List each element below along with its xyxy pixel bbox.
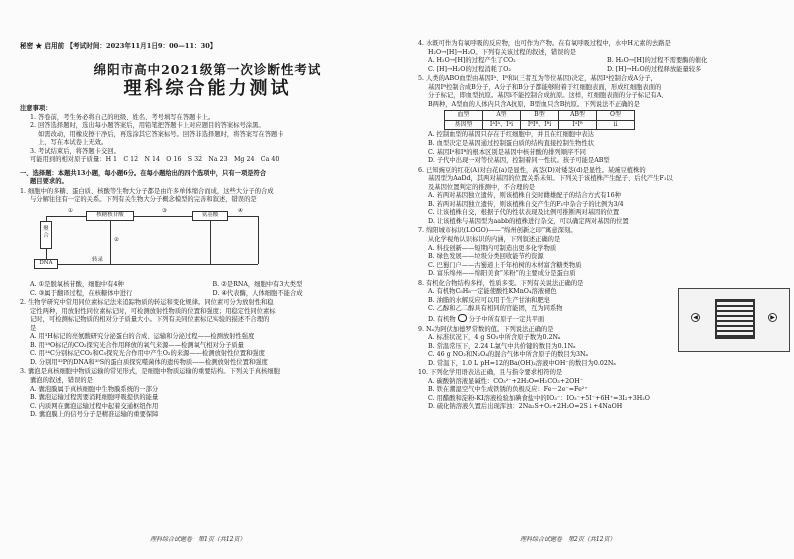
table-cell: AB型 bbox=[559, 111, 597, 121]
diagram-box-ribonucleotide: 核糖核苷酸 bbox=[86, 211, 134, 221]
option: A. 囊泡膜属于真核细胞中生物膜系统的一部分 bbox=[30, 385, 159, 393]
option: A. 用³H标记的亮氨酸研究分泌蛋白的合成、运输和分泌过程——检测放射性强度 bbox=[30, 333, 255, 341]
q1-concept-diagram bbox=[32, 207, 282, 279]
option: D. 囊泡膜上的信号分子是精准运输的重要保障 bbox=[30, 411, 159, 419]
option: C. 基因Iᴬ和Iᴮ的根本区别是基因中核苷酸的排列顺序不同 bbox=[428, 148, 586, 156]
question-2-stem: 记时，可检测标记物质的相对分子质量大小。下列有关同位素标记实验的描述不合理的 bbox=[30, 316, 270, 324]
question-1-stem: 与分解往往有一定的关系。下列有关生物大分子概念模型的完善和叙述，错误的是 bbox=[30, 196, 257, 204]
table-cell: B型 bbox=[521, 111, 559, 121]
question-7-stem: 从化学视角认识标识的内涵，下列叙述正确的是 bbox=[428, 236, 561, 244]
arrow-left-icon: ◀ bbox=[691, 313, 700, 322]
arrow-right-icon: ▶ bbox=[768, 313, 777, 322]
table-cell: 基因型 bbox=[445, 120, 483, 130]
option: D. [H]→H₂O的过程释放能量较多 bbox=[607, 65, 702, 73]
page-footer-right: 理科综合试题卷 第2页（共12页） bbox=[520, 536, 616, 543]
diagram-label: ② bbox=[114, 237, 119, 244]
question-8-stem: 8. 有机化合物结构多样，性质多变。下列有关说法正确的是 bbox=[418, 279, 584, 287]
option: B. 绿色发展——垃圾分类回收能节约资源 bbox=[428, 253, 544, 261]
option: D. 分别用³²P的DNA和³⁵S的蛋白质探究噬菌体的遗传物质——检测放射性位置和强度 bbox=[30, 358, 268, 366]
question-6-stem: 基因型为AaDd，其两对基因的位置关系未知。下列关于该植株产生配子、后代产生F₁以 bbox=[428, 175, 673, 183]
diagram-box-polymerize: 聚 合 bbox=[40, 221, 52, 249]
option: D. 子代中出现一对等位基因，控制着同一性状。孩子可能是AB型 bbox=[428, 157, 610, 165]
option: B. H₂O→[H]的过程不需要酶的催化 bbox=[607, 57, 708, 65]
diagram-line bbox=[46, 216, 47, 221]
option: A. 有机物C₅H₈一定能使酸性KMnO₄溶液褪色 bbox=[428, 288, 557, 296]
question-4-stem: 4. 水既可作为有氧呼吸的反应物，也可作为产物。在有氧呼吸过程中，水中H元素的去路是 bbox=[418, 40, 671, 47]
question-2-stem: 是 bbox=[30, 324, 37, 332]
diagram-line bbox=[228, 216, 258, 217]
notice-title: 注意事项： bbox=[20, 105, 52, 112]
notice-item: 2. 回答选择题时，选出每小题答案后，用铅笔把答题卡上对应题目的答案标号涂黑。 bbox=[30, 122, 265, 130]
right-column bbox=[418, 40, 786, 412]
option: A. 碳酸钠溶液显碱性：CO₃²⁻+2H₂O⇌H₂CO₃+2OH⁻ bbox=[428, 377, 584, 385]
diagram-label: ④ bbox=[238, 208, 243, 215]
diagram-line bbox=[110, 221, 111, 264]
option: D. ④代表酶，人体细胞不能合成 bbox=[212, 289, 303, 297]
section-heading: 题目要求的。 bbox=[30, 178, 68, 186]
question-6-stem: 6. 已知豌豆的红花(A)对白花(a)是显性，高茎(D)对矮茎(d)是显性。某豌豆植株的 bbox=[418, 166, 646, 174]
option: B. 用¹⁸O标记的CO₂探究光合作用释放的氧气来源——检测氧气相对分子质量 bbox=[30, 341, 244, 349]
exam-subject: 理科综合能力测试 bbox=[123, 78, 292, 99]
notice-item: 可能用到的相对原子质量：H 1 C 12 N 14 O 16 S 32 Na 23 Mg 24 Ca 40 bbox=[30, 156, 280, 164]
diagram-line bbox=[46, 249, 47, 259]
table-cell: IᴮIᴮ、Iᴮi bbox=[521, 120, 559, 130]
question-5-stem: 基因Iᴮ控制合成B分子，A分子和B分子都能够附着于红细胞表面，形成红细胞表面的 bbox=[428, 83, 662, 91]
diagram-line bbox=[258, 216, 259, 264]
question-9-stem: 9. Nₐ为阿伏加德罗常数的值。下列说法正确的是 bbox=[418, 325, 554, 333]
option: A. 控制血型的基因只存在于红细胞中，并且在红细胞中表达 bbox=[428, 131, 594, 139]
option: B. 若两对基因独立遗传，则该植株自交产生的F₁中杂合子的比例为3/4 bbox=[428, 200, 624, 208]
diagram-line bbox=[134, 216, 192, 217]
option: C. 让该植株自交，根据子代的性状表现及比例可推断两对基因的位置 bbox=[428, 209, 620, 217]
question-4-options bbox=[418, 57, 786, 74]
table-row bbox=[445, 120, 635, 130]
question-7-stem: 7. 绵阳城市标识(LOGO)——“绵州创新之印”寓意深刻。 bbox=[418, 227, 577, 235]
option: A. 标准状况下，4 g SO₃中所含原子数为0.2Nₐ bbox=[428, 334, 561, 342]
question-6-stem: 及基因位置判定的推测中，不合理的是 bbox=[428, 183, 536, 191]
diagram-label: ③ bbox=[162, 208, 167, 215]
option: B. 常温常压下，2.24 L氯气中共价键的数目为0.1Nₐ bbox=[428, 342, 576, 350]
option: A. 科技创新——短期内可制造出更多化学物质 bbox=[428, 244, 557, 252]
left-column bbox=[20, 48, 395, 420]
blood-type-table bbox=[444, 110, 635, 130]
option: C. 巴蜀门户——古蜀道上千年柏树的木材富含糖类物质 bbox=[428, 261, 582, 269]
question-10-stem: 10. 下列化学用语表达正确，且与指令要求相符的是 bbox=[418, 369, 563, 377]
mianyang-logo-image bbox=[678, 288, 790, 352]
option: C. 用醋酸和淀粉-KI溶液检验加碘食盐中的IO₃⁻：IO₃⁻+5I⁻+6H⁺=3I₂+3H₂O bbox=[428, 394, 650, 402]
diagram-box-dna: DNA bbox=[34, 259, 58, 269]
option-d-tail: 分子中所有原子一定共平面 bbox=[468, 315, 545, 323]
diagram-line bbox=[210, 221, 211, 264]
table-cell: A型 bbox=[483, 111, 521, 121]
option: C. 用¹⁴C分别标记CO₂和C₅探究光合作用中产生O₂的来源——检测放射性位置和强度 bbox=[30, 350, 265, 358]
diagram-label-transcription: 转录 bbox=[92, 257, 104, 264]
section-heading: 一、选择题：本题共13小题，每小题6分。在每小题给出的四个选项中，只有一项是符合 bbox=[20, 169, 267, 177]
benzene-ring-icon bbox=[458, 314, 467, 322]
option: D. 常温下，1.0 L pH=12的Ba(OH)₂溶液中OH⁻的数目为0.02Nₐ bbox=[428, 359, 616, 367]
option: B. 铁在潮湿空气中生成铁锈的负极反应：Fe－2e⁻=Fe²⁺ bbox=[428, 386, 588, 394]
option: C. 内质网在囊泡运输过程中起着交通枢纽作用 bbox=[30, 402, 159, 410]
option: B. 囊泡运输过程需要消耗细胞呼吸提供的能量 bbox=[30, 394, 159, 402]
option: B. ②是RNA，细胞中有3大类型 bbox=[212, 281, 303, 289]
question-3-stem: 囊泡的叙述，错误的是 bbox=[30, 377, 93, 385]
page-footer-left: 理科综合试题卷 第1页（共12页） bbox=[150, 536, 246, 543]
diagram-box-amino-acid: 氨基酸 bbox=[192, 211, 228, 221]
notice-item: 3. 考试结束后，将答题卡交回。 bbox=[30, 147, 120, 155]
option: B. 血型决定是基因通过控制蛋白质的结构直接控制生物性状 bbox=[428, 140, 595, 148]
question-5-stem: 5. 人类的ABO血型由基因Iᴬ、Iᴮ和i(三者互为等位基因)决定，基因Iᴬ控制合成A分子， bbox=[418, 75, 657, 83]
question-1-stem: 1. 细胞中的多糖、蛋白质、核酸等生物大分子都是由许多单体缩合而成，这些大分子的合成 bbox=[20, 187, 274, 195]
exam-header: 秘密 ★ 启用前 【考试时间：2023年11月1日9：00—11：30】 bbox=[20, 42, 217, 50]
question-1-options bbox=[20, 281, 395, 298]
table-cell: IᴬIᴬ、Iᴬi bbox=[483, 120, 521, 130]
option: C. 46 g NO₂和N₂O₄的混合气体中所含原子的数目为3Nₐ bbox=[428, 351, 588, 359]
table-row bbox=[445, 111, 635, 121]
diagram-arrow bbox=[58, 264, 258, 265]
option: C. [H]→H₂O的过程消耗了O₂ bbox=[428, 65, 511, 73]
question-2-stem: 定性两种，用放射性同位素标记时，可检测放射性物质的位置和强度；用稳定性同位素标 bbox=[30, 307, 276, 315]
question-2-stem: 2. 生物学研究中常用同位素标记法来追踪物质的转运和变化规律。同位素可分为放射性和稳 bbox=[20, 299, 274, 307]
exam-title: 绵阳市高中2021级第一次诊断性考试 bbox=[93, 62, 322, 77]
option: B. 油脂的水解反应可以用于生产甘油和肥皂 bbox=[428, 296, 550, 304]
question-4-stem: H₂O→[H]→H₂O。下列有关该过程的叙述，错误的是 bbox=[428, 48, 577, 56]
option: D. 硫化钠溶液久置后出现浑浊：2Na₂S+O₂+2H₂O=2S↓+4NaOH bbox=[428, 403, 623, 411]
option: A. H₂O→[H]的过程产生了CO₂ bbox=[428, 57, 516, 65]
table-cell: ii bbox=[597, 120, 635, 130]
diagram-label: ① bbox=[68, 208, 73, 215]
table-cell: O型 bbox=[597, 111, 635, 121]
option: D. 富乐绵州——绵阳美食“米粉”的主要成分是蛋白质 bbox=[428, 270, 576, 278]
question-5-stem: B两种，A型血的人体内只含A抗原，B型血只含B抗原。下列说法不正确的是 bbox=[428, 100, 640, 108]
table-cell: IᴬIᴮ bbox=[559, 120, 597, 130]
notice-item: 上，写在本试卷上无效。 bbox=[38, 139, 108, 147]
option: C. ③属于翻译过程，在核糖体中进行 bbox=[30, 289, 133, 297]
seal-icon bbox=[715, 299, 755, 339]
table-cell: 血型 bbox=[445, 111, 483, 121]
question-3-stem: 3. 囊泡是真核细胞中物质运输的常见形式，是细胞中物质运输的重要结构。下列关于真核细胞 bbox=[20, 368, 280, 376]
option: D. 让该植株与基因型为aabb的植株进行杂交，可以确定两对基因的位置 bbox=[428, 217, 629, 225]
question-5-stem: 分子标记，即血型抗原。基因i不能控制合成抗原。这样，红细胞表面的分子标记有A、 bbox=[428, 92, 668, 100]
notice-item: 如需改动，用橡皮擦干净后，再选涂其它答案标号。回答非选择题时，将答案写在答题卡 bbox=[38, 130, 284, 138]
notice-item: 1. 答卷前，考生务必将自己的班级、姓名、考号填写在答题卡上。 bbox=[30, 113, 215, 121]
option: A. ①是脱氧核苷酸，细胞中有4种 bbox=[30, 281, 124, 289]
diagram-line bbox=[46, 216, 86, 217]
option-d-label: D. 有机物 bbox=[428, 315, 456, 323]
option: A. 若两对基因独立遗传，则该植株自交时雌雄配子的结合方式有16种 bbox=[428, 192, 621, 200]
option: C. 乙醇和乙二醇具有相同的官能团，互为同系物 bbox=[428, 305, 563, 313]
